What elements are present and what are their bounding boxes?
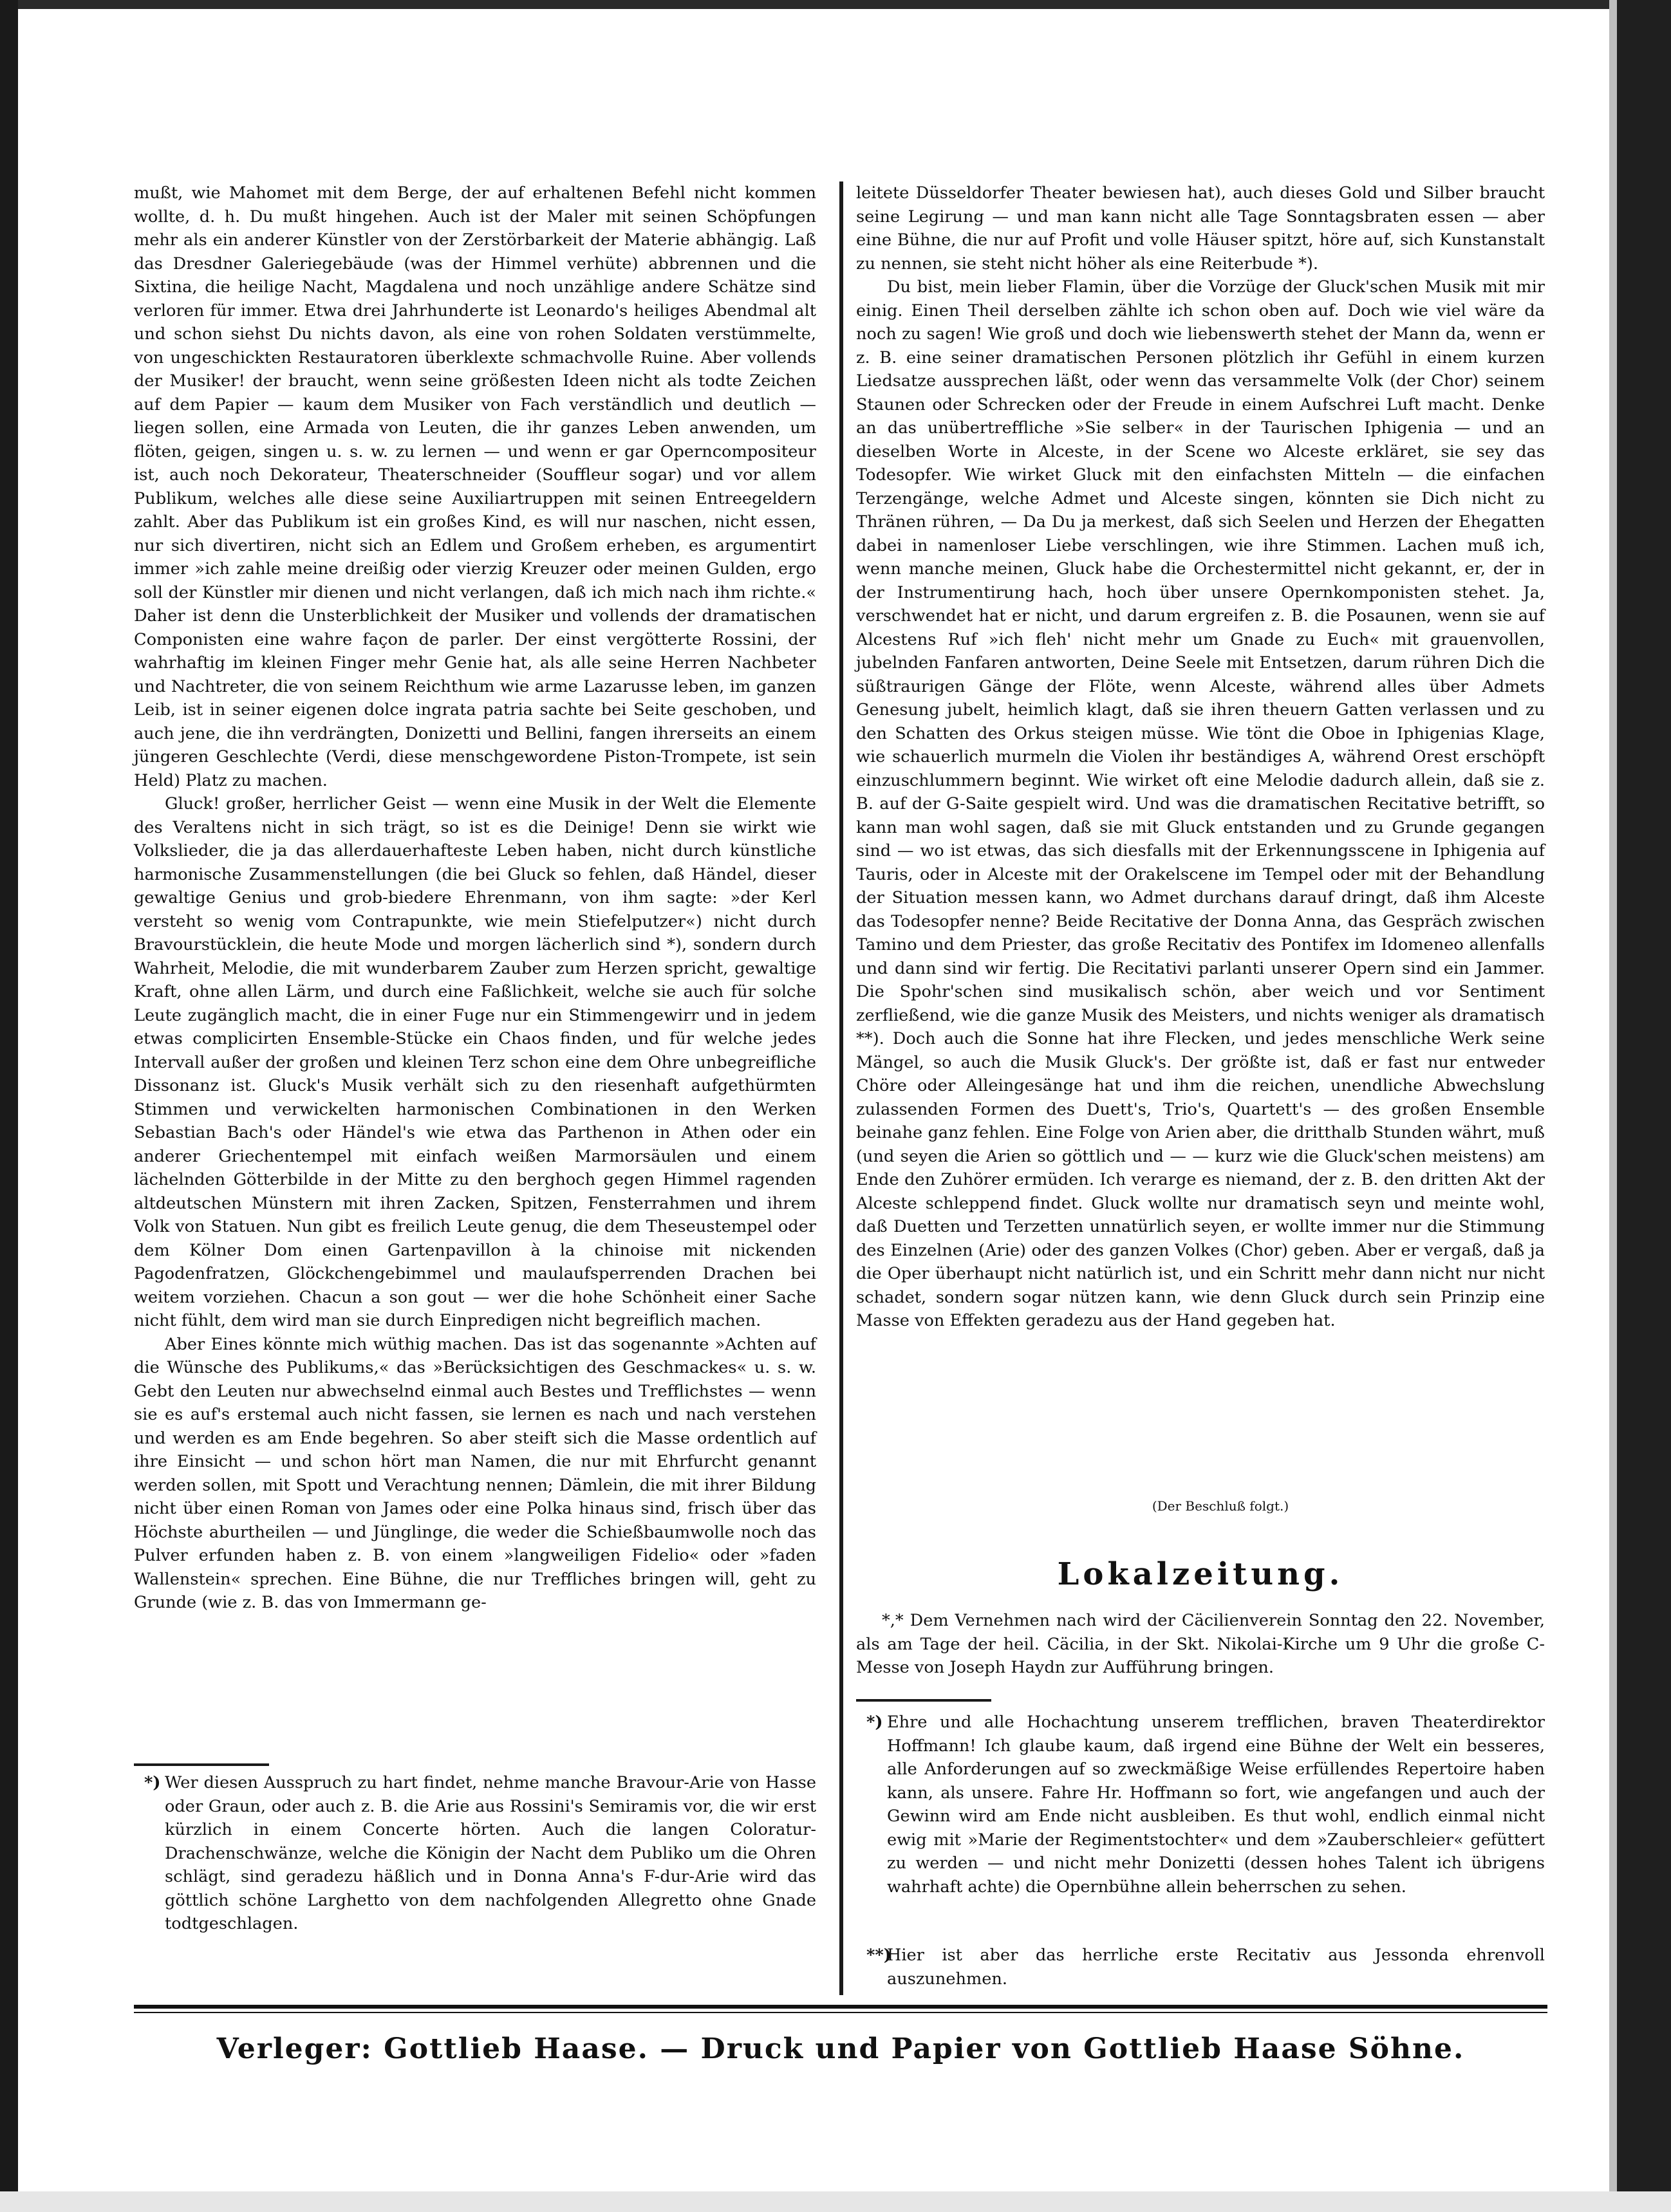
footnote-text: Hier ist aber das herrliche erste Recitativ aus Jessonda ehrenvoll auszunehmen. (887, 1946, 1545, 1989)
left-column (134, 181, 816, 1615)
footnote-right-2 (856, 1944, 1545, 1991)
footnote-divider (134, 1763, 269, 1766)
section-title: Lokalzeitung. (1057, 1556, 1344, 1592)
scan-border-left (0, 0, 18, 2212)
continued-note: (Der Beschluß folgt.) (1152, 1498, 1289, 1514)
footnote-mark: *) (144, 1773, 161, 1792)
imprint-rule (134, 2005, 1547, 2009)
footnote-left (134, 1771, 816, 1936)
news-item: *,* Dem Vernehmen nach wird der Cäcilienverein Sonntag den 22. November, als am Tage der heil. Cäcilia, in der Skt. Nikolai-Kirche um 9 Uhr die große C-Messe von Joseph Haydn zur Aufführung bringen. (856, 1611, 1545, 1677)
article-paragraph: leitete Düsseldorfer Theater bewiesen hat), auch dieses Gold und Silber braucht seine Legirung — und man kann nicht alle Tage Sonntagsbraten essen — aber eine Bühne, die nur auf Profit und volle Häuser spitzt, höre auf, sich Kunstanstalt zu nennen, sie steht nicht höher als eine Reiterbude *). (856, 183, 1545, 274)
article-paragraph: Aber Eines könnte mich wüthig machen. Das ist das sogenannte »Achten auf die Wünsche des Publikums,« das »Berücksichtigen des Geschmackes« u. s. w. Gebt den Leuten nur abwechselnd einmal auch Bestes und Trefflichstes — wenn sie es auf's erstemal auch nicht fassen, sie lernen es nach und nach verstehen und werden es am Ende begehren. So aber steift sich die Masse ordentlich auf ihre Einsicht — und schon hört man Namen, die nur mit Ehrfurcht genannt werden sollen, mit Spott und Verachtung nennen; Dämlein, die mit ihrer Bildung nicht über einen Roman von James oder eine Polka hinaus sind, frisch über das Höchste aburtheilen — und Jünglinge, die weder die Schießbaumwolle noch das Pulver erfunden haben z. B. von einem »langweiligen Fidelio« oder »faden Wallenstein« sprechen. Eine Bühne, die nur Treffliches bringen will, geht zu Grunde (wie z. B. das von Immermann ge- (134, 1334, 816, 1612)
footnote-text: Ehre und alle Hochachtung unserem trefflichen, braven Theaterdirektor Hoffmann! Ich glaube kaum, daß irgend eine Bühne der Welt ein besseres, alle Anforderungen auf so zweckmäßige Weise erfüllendes Repertoire haben kann, als unsere. Fahre Hr. Hoffmann so fort, wie angefangen und auch der Gewinn wird am Ende nicht ausbleiben. Es thut wohl, endlich einmal nicht ewig mit »Marie der Regimentstochter« und dem »Zauberschleier« gefüttert zu werden — und nicht mehr Donizetti (dessen hohes Talent ich übrigens wahrhaft achte) die Opernbühne allein beherrschen zu sehen. (887, 1713, 1545, 1897)
right-column (856, 181, 1545, 1333)
article-paragraph: mußt, wie Mahomet mit dem Berge, der auf erhaltenen Befehl nicht kommen wollte, d. h. Du mußt hingehen. Auch ist der Maler mit seinen Schöpfungen mehr als ein anderer Künstler von der Zerstörbarkeit der Materie abhängig. Laß das Dresdner Galeriegebäude (was der Himmel verhüte) abbrennen und die Sixtina, die heilige Nacht, Magdalena und noch unzählige andere Schätze sind verloren für immer. Etwa drei Jahrhunderte ist Leonardo's heiliges Abendmal alt und schon siehst Du nichts davon, als eine von rohen Soldaten verstümmelte, von ungeschickten Restauratoren überklexte schmachvolle Ruine. Aber vollends der Musiker! der braucht, wenn seine größesten Ideen nicht als todte Zeichen auf dem Papier — kaum dem Musiker von Fach verständlich und deutlich — liegen sollen, eine Armada von Leuten, die ihr ganzes Leben anwenden, um flöten, geigen, singen u. s. w. zu lernen — und wenn er gar Operncompositeur ist, auch noch Dekorateur, Theaterschneider (Souffleur sogar) und vor allem Publikum, welches alle diese seine Auxiliartruppen mit seinen Entreegeldern zahlt. Aber das Publikum ist ein großes Kind, es will nur naschen, nicht essen, nur sich divertiren, nicht sich an Edlem und Großem erheben, es argumentirt immer »ich zahle meine dreißig oder vierzig Kreuzer oder meinen Gulden, ergo soll der Künstler mir dienen und nicht verlangen, daß ich mich nach ihm richte.« Daher ist denn die Unsterblichkeit der Musiker und vollends der dramatischen Componisten eine wahre façon de parler. Der einst vergötterte Rossini, der wahrhaftig im kleinen Finger mehr Genie hat, als alle seine Herren Nachbeter und Nachtreter, die von seinem Reichthum wie arme Lazarusse leben, im ganzen Leib, ist in seiner eigenen dolce ingrata patria sachte bei Seite geschoben, und auch jene, die ihn verdrängten, Donizetti und Bellini, fangen ihrerseits an einem jüngeren Geschlechte (Verdi, diese menschgewordene Piston-Trompete, ist sein Held) Platz zu machen. (134, 183, 816, 790)
publisher-imprint: Verleger: Gottlieb Haase. — Druck und Papier von Gottlieb Haase Söhne. (216, 2032, 1465, 2065)
footnote-divider (856, 1699, 991, 1702)
scan-border-bottom (0, 2191, 1671, 2212)
scan-border-right (1617, 0, 1671, 2212)
column-divider (839, 181, 843, 1995)
footnote-text: Wer diesen Ausspruch zu hart findet, nehme manche Bravour-Arie von Hasse oder Graun, oder auch z. B. die Arie aus Rossini's Semiramis vor, die wir erst kürzlich in einem Concerte hörten. Auch die langen Coloratur-Drachenschwänze, welche die Königin der Nacht dem Publiko um die Ohren schlägt, sind geradezu häßlich und in Donna Anna's F-dur-Arie wird das göttlich schöne Larghetto von dem nachfolgenden Allegretto ohne Gnade todtgeschlagen. (165, 1773, 816, 1933)
footnote-mark: *) (866, 1713, 883, 1732)
article-paragraph: Du bist, mein lieber Flamin, über die Vorzüge der Gluck'schen Musik mit mir einig. Einen Theil derselben zählte ich schon oben auf. Doch wie viel wäre da noch zu sagen! Wie groß und doch wie liebenswerth stehet der Mann da, wenn er z. B. eine seiner dramatischen Personen plötzlich ihr Gefühl in einem kurzen Liedsatze aussprechen läßt, oder wenn das versammelte Volk (der Chor) seinem Staunen oder Schrecken oder der Freude in einem Aufschrei Luft macht. Denke an das unübertreffliche »Sie selber« in der Taurischen Iphigenia — und an dieselben Worte in Alceste, in der Scene wo Alceste erkläret, sie sey das Todesopfer. Wie wirket Gluck mit den einfachsten Mitteln — die einfachen Terzengänge, welche Admet und Alceste singen, könnten sie Dich nicht zu Thränen rühren, — Da Du ja merkest, daß sich Seelen und Herzen der Ehegatten dabei in namenloser Liebe verschlingen, wie ihre Stimmen. Lachen muß ich, wenn manche meinen, Gluck habe die Orchestermittel nicht gekannt, er, der in der Instrumentirung hach, hoch über unsere Opernkomponisten stehet. Ja, verschwendet hat er nicht, und darum ergreifen z. B. die Posaunen, wenn sie auf Alcestens Ruf »ich fleh' nicht mehr um Gnade zu Euch« mit grauenvollen, jubelnden Fanfaren antworten, Deine Seele mit Entsetzen, darum rühren Dich die süßtraurigen Gänge der Flöte, wenn Alceste, während alles über Admets Genesung jubelt, heimlich klagt, daß sie ihren theuern Gatten verlassen und zu den Schatten des Orkus steigen müsse. Wie tönt die Oboe in Iphigenias Klage, wie schauerlich murmeln die Violen ihr beständiges A, während Orest erschöpft einzuschlummern beginnt. Wie wirket oft eine Melodie dadurch allein, daß sie z. B. auf der G-Saite gespielt wird. Und was die dramatischen Recitative betrifft, so kann man wohl sagen, daß sie mit Gluck entstanden und zu Grunde gegangen sind — wo ist etwas, das sich diesfalls mit der Erkennungsscene in Iphigenia auf Tauris, oder in Alceste mit der Orakelscene im Tempel oder mit der Behandlung der Situation messen kann, wo Admet durchans darauf dringt, daß ihm Alceste das Todesopfer nenne? Beide Recitative der Donna Anna, das Gespräch zwischen Tamino und dem Priester, das große Recitativ des Pontifex im Idomeneo allenfalls und dann sind wir fertig. Die Recitativi parlanti unserer Opern sind ein Jammer. Die Spohr'schen sind musikalisch schön, aber weich und vor Sentiment zerfließend, wie die ganze Musik des Meisters, und nichts weniger als dramatisch **). Doch auch die Sonne hat ihre Flecken, und jedes menschliche Werk seine Mängel, so auch die Musik Gluck's. Der größte ist, daß er fast nur entweder Chöre oder Alleingesänge hat und ihm die reichen, unendliche Abwechslung zulassenden Formen des Duett's, Trio's, Quartett's — des großen Ensemble beinahe ganz fehlen. Eine Folge von Arien aber, die dritthalb Stunden währt, muß (und seyen die Arien so göttlich und — — kurz wie die Gluck'schen meistens) am Ende den Zuhörer ermüden. Ich verarge es niemand, der z. B. den dritten Akt der Alceste schleppend findet. Gluck wollte nur dramatisch seyn und meinte wohl, daß Duetten und Terzetten unnatürlich seyen, er wollte immer nur die Stimmung des Einzelnen (Arie) oder des ganzen Volkes (Chor) geben. Aber er vergaß, daß ja die Oper überhaupt nicht natürlich ist, und ein Schritt mehr dann nicht nur nicht schadet, sondern sogar nützen kann, wie denn Gluck durch sein Prinzip eine Masse von Effekten geradezu aus der Hand gegeben hat. (856, 277, 1545, 1330)
footnote-right-1 (856, 1711, 1545, 1899)
imprint-rule-thin (134, 2012, 1547, 2013)
footnote-mark: **) (866, 1946, 892, 1965)
scan-border-top (0, 0, 1671, 9)
article-paragraph: Gluck! großer, herrlicher Geist — wenn eine Musik in der Welt die Elemente des Veraltens nicht in sich trägt, so ist es die Deinige! Denn sie wirkt wie Volkslieder, die ja das allerdauerhafteste Leben haben, nicht durch künstliche harmonische Zusammenstellungen (die bei Gluck so fehlen, daß Händel, dieser gewaltige Genius und grob-biedere Ehrenmann, von ihm sagte: »der Kerl versteht so wenig vom Contrapunkte, wie mein Stiefelputzer«) nicht durch Bravourstücklein, die heute Mode und morgen lächerlich sind *), sondern durch Wahrheit, Melodie, die mit wunderbarem Zauber zum Herzen spricht, gewaltige Kraft, ohne allen Lärm, und durch eine Faßlichkeit, welche sie auch für solche Leute zugänglich macht, die in einer Fuge nur ein Stimmengewirr und in jedem etwas complicirten Ensemble-Stücke ein Chaos finden, und für welche jedes Intervall außer der großen und kleinen Terz schon eine dem Ohre unbegreifliche Dissonanz ist. Gluck's Musik verhält sich zu den riesenhaft aufgethürmten Stimmen und verwickelten harmonischen Combinationen in den Werken Sebastian Bach's oder Händel's wie etwa das Parthenon in Athen oder ein anderer Griechentempel mit einfach weißen Marmorsäulen und einem lächelnden Götterbilde in der Mitte zu den berghoch gegen Himmel ragenden altdeutschen Münstern mit ihren Zacken, Spitzen, Fensterrahmen und ihrem Volk von Statuen. Nun gibt es freilich Leute genug, die dem Theseustempel oder dem Kölner Dom einen Gartenpavillon à la chinoise mit nickenden Pagodenfratzen, Glöckchengebimmel und maulaufsperrenden Drachen bei weitem vorziehen. Chacun a son gout — wer die hohe Schönheit einer Sache nicht fühlt, dem wird man sie durch Einpredigen nicht begreiflich machen. (134, 794, 816, 1330)
